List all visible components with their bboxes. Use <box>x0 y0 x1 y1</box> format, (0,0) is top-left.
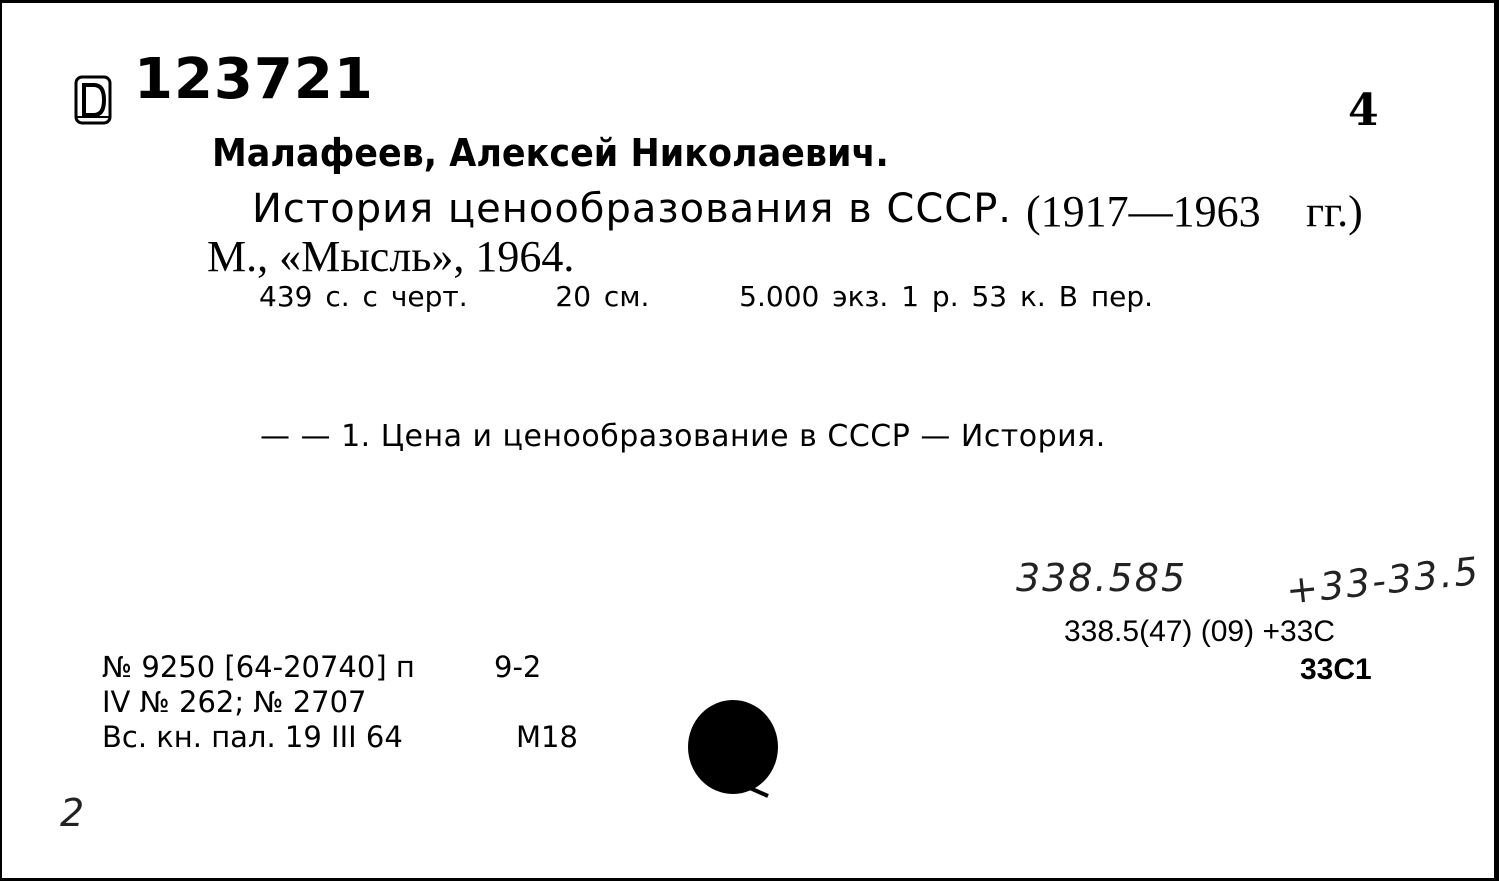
author-heading: Малафеев, Алексей Николаевич. <box>212 131 889 175</box>
handwritten-code: 338.585 <box>1016 556 1188 600</box>
registry-line-3: Вс. кн. пал. 19 III 64 <box>102 720 403 754</box>
subject-heading: — — 1. Цена и ценообразование в СССР — История. <box>260 419 1106 454</box>
inventory-number: 123721 <box>134 47 374 112</box>
book-title: История ценообразования в СССР. <box>252 186 1013 232</box>
registry-line-1-right: 9-2 <box>494 650 542 684</box>
registry-line-1: № 9250 [64-20740] п <box>102 650 415 684</box>
imprint: М., «Мысль», 1964. <box>207 232 575 281</box>
copies-and-price: 5.000 экз. 1 р. 53 к. В пер. <box>739 280 1154 313</box>
card-number: 4 <box>1348 85 1379 136</box>
handwritten-code-extra: +33-33.5 <box>1284 548 1483 613</box>
margin-handwritten-mark: 2 <box>60 791 85 835</box>
classification-index: 338.5(47) (09) +33С <box>1064 615 1335 648</box>
page-count: 439 с. с черт. <box>259 280 468 313</box>
punch-hole-icon <box>688 700 780 798</box>
d-stamp-icon <box>74 73 114 127</box>
registry-line-2: IV № 262; № 2707 <box>102 685 367 719</box>
book-size: 20 см. <box>555 280 650 313</box>
physical-description <box>259 280 1153 313</box>
registry-line-3-right: М18 <box>516 720 578 754</box>
classification-subindex: 33С1 <box>1300 653 1372 686</box>
title-years: (1917—1963 <box>1026 187 1261 236</box>
title-years-suffix: гг.) <box>1306 187 1363 236</box>
